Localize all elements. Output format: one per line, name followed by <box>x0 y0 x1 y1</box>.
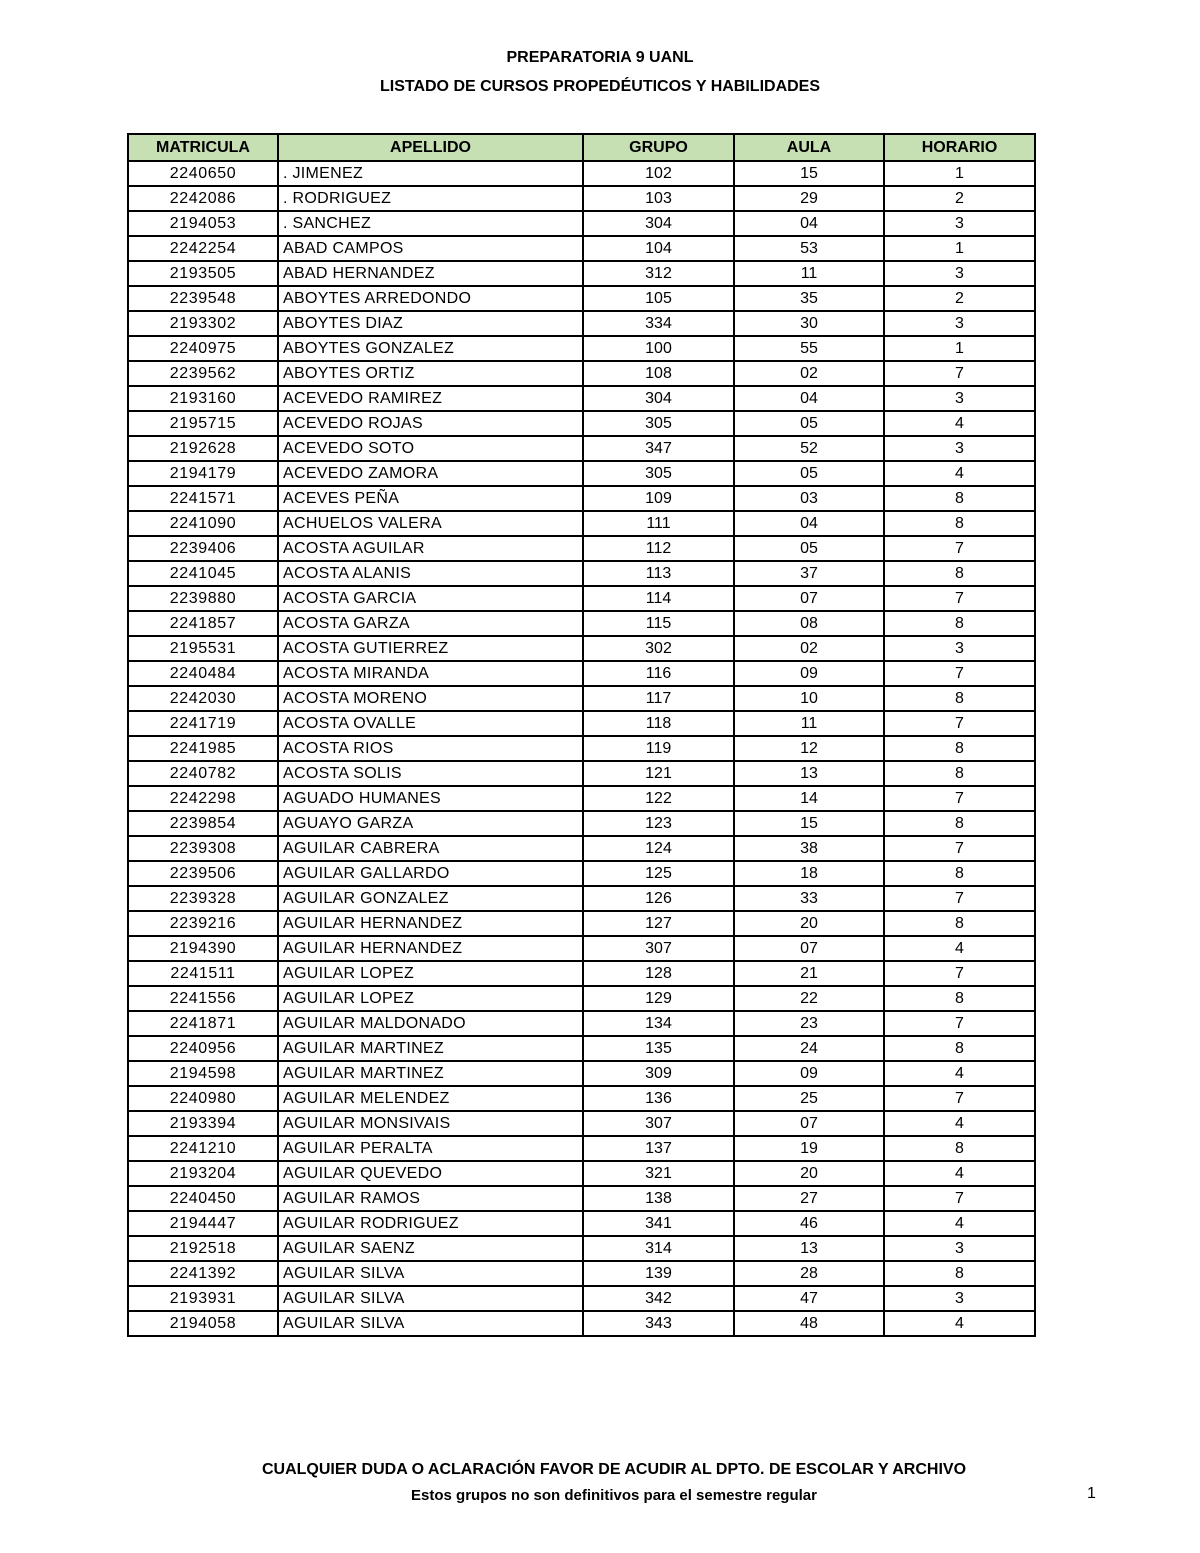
cell-horario: 8 <box>884 511 1035 536</box>
cell-grupo: 309 <box>583 1061 734 1086</box>
cell-matricula: 2194058 <box>128 1311 278 1336</box>
table-row <box>128 1161 1035 1186</box>
cell-matricula: 2239562 <box>128 361 278 386</box>
cell-apellido: AGUILAR SILVA <box>278 1311 583 1336</box>
column-header-horario: HORARIO <box>884 134 1035 161</box>
cell-apellido: . SANCHEZ <box>278 211 583 236</box>
cell-horario: 7 <box>884 661 1035 686</box>
cell-horario: 7 <box>884 711 1035 736</box>
cell-matricula: 2240650 <box>128 161 278 186</box>
table-row <box>128 1036 1035 1061</box>
table-row <box>128 561 1035 586</box>
cell-grupo: 134 <box>583 1011 734 1036</box>
cell-matricula: 2195715 <box>128 411 278 436</box>
cell-apellido: ACOSTA GARZA <box>278 611 583 636</box>
cell-matricula: 2241857 <box>128 611 278 636</box>
cell-grupo: 115 <box>583 611 734 636</box>
cell-matricula: 2193160 <box>128 386 278 411</box>
table-row <box>128 486 1035 511</box>
cell-matricula: 2194598 <box>128 1061 278 1086</box>
cell-matricula: 2239880 <box>128 586 278 611</box>
cell-horario: 4 <box>884 1061 1035 1086</box>
cell-apellido: ACOSTA MORENO <box>278 686 583 711</box>
table-row <box>128 511 1035 536</box>
cell-aula: 13 <box>734 761 884 786</box>
cell-grupo: 112 <box>583 536 734 561</box>
cell-aula: 09 <box>734 661 884 686</box>
cell-matricula: 2240956 <box>128 1036 278 1061</box>
cell-horario: 8 <box>884 861 1035 886</box>
cell-apellido: AGUILAR LOPEZ <box>278 986 583 1011</box>
cell-matricula: 2239506 <box>128 861 278 886</box>
cell-matricula: 2240980 <box>128 1086 278 1111</box>
cell-matricula: 2239216 <box>128 911 278 936</box>
cell-grupo: 129 <box>583 986 734 1011</box>
cell-matricula: 2242254 <box>128 236 278 261</box>
cell-grupo: 103 <box>583 186 734 211</box>
cell-aula: 28 <box>734 1261 884 1286</box>
cell-grupo: 334 <box>583 311 734 336</box>
cell-aula: 37 <box>734 561 884 586</box>
cell-apellido: ACOSTA SOLIS <box>278 761 583 786</box>
cell-apellido: AGUILAR PERALTA <box>278 1136 583 1161</box>
cell-horario: 1 <box>884 336 1035 361</box>
cell-grupo: 314 <box>583 1236 734 1261</box>
table-row <box>128 861 1035 886</box>
cell-horario: 7 <box>884 586 1035 611</box>
table-row <box>128 311 1035 336</box>
cell-horario: 4 <box>884 936 1035 961</box>
cell-apellido: AGUILAR GALLARDO <box>278 861 583 886</box>
table-row <box>128 1061 1035 1086</box>
cell-matricula: 2241556 <box>128 986 278 1011</box>
cell-apellido: AGUILAR MARTINEZ <box>278 1061 583 1086</box>
cell-grupo: 126 <box>583 886 734 911</box>
cell-matricula: 2242086 <box>128 186 278 211</box>
table-row <box>128 611 1035 636</box>
cell-aula: 29 <box>734 186 884 211</box>
cell-matricula: 2193204 <box>128 1161 278 1186</box>
cell-grupo: 307 <box>583 936 734 961</box>
cell-matricula: 2241090 <box>128 511 278 536</box>
cell-grupo: 136 <box>583 1086 734 1111</box>
cell-apellido: AGUILAR MARTINEZ <box>278 1036 583 1061</box>
cell-apellido: ACEVEDO ROJAS <box>278 411 583 436</box>
cell-grupo: 117 <box>583 686 734 711</box>
table-row <box>128 211 1035 236</box>
cell-horario: 4 <box>884 411 1035 436</box>
cell-horario: 2 <box>884 186 1035 211</box>
cell-aula: 05 <box>734 461 884 486</box>
cell-aula: 23 <box>734 1011 884 1036</box>
cell-aula: 09 <box>734 1061 884 1086</box>
cell-aula: 04 <box>734 211 884 236</box>
cell-apellido: ACOSTA RIOS <box>278 736 583 761</box>
table-row <box>128 886 1035 911</box>
table-row <box>128 1011 1035 1036</box>
table-row <box>128 711 1035 736</box>
cell-grupo: 302 <box>583 636 734 661</box>
cell-horario: 8 <box>884 986 1035 1011</box>
cell-apellido: ACEVES PEÑA <box>278 486 583 511</box>
table-row <box>128 761 1035 786</box>
cell-apellido: ACOSTA MIRANDA <box>278 661 583 686</box>
cell-apellido: . RODRIGUEZ <box>278 186 583 211</box>
table-row <box>128 961 1035 986</box>
table-row <box>128 361 1035 386</box>
cell-aula: 08 <box>734 611 884 636</box>
cell-matricula: 2241985 <box>128 736 278 761</box>
table-row <box>128 1211 1035 1236</box>
cell-horario: 8 <box>884 611 1035 636</box>
cell-horario: 8 <box>884 761 1035 786</box>
cell-horario: 7 <box>884 536 1035 561</box>
cell-apellido: AGUILAR MONSIVAIS <box>278 1111 583 1136</box>
cell-aula: 11 <box>734 261 884 286</box>
cell-horario: 7 <box>884 886 1035 911</box>
cell-matricula: 2240782 <box>128 761 278 786</box>
cell-grupo: 127 <box>583 911 734 936</box>
cell-grupo: 124 <box>583 836 734 861</box>
cell-aula: 07 <box>734 586 884 611</box>
cell-aula: 11 <box>734 711 884 736</box>
cell-aula: 30 <box>734 311 884 336</box>
cell-horario: 4 <box>884 1161 1035 1186</box>
cell-horario: 8 <box>884 1261 1035 1286</box>
table-row <box>128 836 1035 861</box>
cell-grupo: 119 <box>583 736 734 761</box>
table-row <box>128 186 1035 211</box>
cell-horario: 3 <box>884 261 1035 286</box>
table-row <box>128 461 1035 486</box>
cell-grupo: 111 <box>583 511 734 536</box>
cell-apellido: ACOSTA OVALLE <box>278 711 583 736</box>
cell-horario: 7 <box>884 836 1035 861</box>
cell-aula: 25 <box>734 1086 884 1111</box>
cell-apellido: AGUILAR MALDONADO <box>278 1011 583 1036</box>
cell-aula: 27 <box>734 1186 884 1211</box>
table-row <box>128 786 1035 811</box>
cell-grupo: 135 <box>583 1036 734 1061</box>
column-header-grupo: GRUPO <box>583 134 734 161</box>
cell-apellido: AGUILAR MELENDEZ <box>278 1086 583 1111</box>
cell-matricula: 2241871 <box>128 1011 278 1036</box>
table-row <box>128 936 1035 961</box>
column-header-matricula: MATRICULA <box>128 134 278 161</box>
cell-aula: 18 <box>734 861 884 886</box>
cell-matricula: 2239854 <box>128 811 278 836</box>
cell-horario: 8 <box>884 736 1035 761</box>
cell-apellido: ABOYTES GONZALEZ <box>278 336 583 361</box>
cell-horario: 8 <box>884 811 1035 836</box>
table-row <box>128 336 1035 361</box>
cell-horario: 3 <box>884 1236 1035 1261</box>
cell-grupo: 125 <box>583 861 734 886</box>
cell-matricula: 2241511 <box>128 961 278 986</box>
cell-matricula: 2194390 <box>128 936 278 961</box>
cell-apellido: AGUILAR HERNANDEZ <box>278 911 583 936</box>
cell-apellido: AGUAYO GARZA <box>278 811 583 836</box>
cell-horario: 4 <box>884 1211 1035 1236</box>
table-row <box>128 911 1035 936</box>
cell-grupo: 116 <box>583 661 734 686</box>
cell-aula: 14 <box>734 786 884 811</box>
cell-apellido: ABAD CAMPOS <box>278 236 583 261</box>
cell-aula: 20 <box>734 911 884 936</box>
cell-horario: 8 <box>884 486 1035 511</box>
cell-apellido: ACOSTA GARCIA <box>278 586 583 611</box>
cell-horario: 3 <box>884 436 1035 461</box>
cell-grupo: 321 <box>583 1161 734 1186</box>
cell-apellido: AGUILAR GONZALEZ <box>278 886 583 911</box>
table-row <box>128 1111 1035 1136</box>
cell-horario: 4 <box>884 461 1035 486</box>
cell-matricula: 2239406 <box>128 536 278 561</box>
table-row <box>128 1261 1035 1286</box>
cell-grupo: 123 <box>583 811 734 836</box>
cell-grupo: 138 <box>583 1186 734 1211</box>
footer-note: Estos grupos no son definitivos para el semestre regular <box>411 1487 817 1504</box>
cell-apellido: AGUADO HUMANES <box>278 786 583 811</box>
cell-apellido: AGUILAR RAMOS <box>278 1186 583 1211</box>
cell-grupo: 347 <box>583 436 734 461</box>
cell-aula: 04 <box>734 511 884 536</box>
cell-horario: 3 <box>884 211 1035 236</box>
table-row <box>128 1236 1035 1261</box>
cell-horario: 7 <box>884 1186 1035 1211</box>
cell-grupo: 137 <box>583 1136 734 1161</box>
table-row <box>128 261 1035 286</box>
cell-horario: 7 <box>884 1086 1035 1111</box>
cell-matricula: 2239548 <box>128 286 278 311</box>
cell-apellido: ACOSTA AGUILAR <box>278 536 583 561</box>
page-title: PREPARATORIA 9 UANL <box>506 49 694 66</box>
cell-aula: 07 <box>734 1111 884 1136</box>
table-row <box>128 686 1035 711</box>
cell-horario: 8 <box>884 686 1035 711</box>
page-number: 1 <box>1087 1485 1096 1502</box>
cell-matricula: 2241392 <box>128 1261 278 1286</box>
cell-grupo: 342 <box>583 1286 734 1311</box>
cell-horario: 8 <box>884 1136 1035 1161</box>
cell-apellido: ACOSTA ALANIS <box>278 561 583 586</box>
cell-apellido: AGUILAR SILVA <box>278 1261 583 1286</box>
cell-matricula: 2193302 <box>128 311 278 336</box>
cell-aula: 13 <box>734 1236 884 1261</box>
table-row <box>128 436 1035 461</box>
cell-matricula: 2194179 <box>128 461 278 486</box>
footer-notice: CUALQUIER DUDA O ACLARACIÓN FAVOR DE ACUDIR AL DPTO. DE ESCOLAR Y ARCHIVO <box>261 1461 967 1478</box>
cell-horario: 7 <box>884 1011 1035 1036</box>
cell-apellido: ACEVEDO RAMIREZ <box>278 386 583 411</box>
cell-horario: 4 <box>884 1111 1035 1136</box>
cell-apellido: ABOYTES ARREDONDO <box>278 286 583 311</box>
cell-aula: 05 <box>734 536 884 561</box>
cell-horario: 8 <box>884 911 1035 936</box>
cell-horario: 7 <box>884 786 1035 811</box>
column-header-aula: AULA <box>734 134 884 161</box>
cell-grupo: 113 <box>583 561 734 586</box>
cell-matricula: 2242030 <box>128 686 278 711</box>
cell-grupo: 104 <box>583 236 734 261</box>
table-row <box>128 661 1035 686</box>
cell-matricula: 2195531 <box>128 636 278 661</box>
table-row <box>128 1136 1035 1161</box>
cell-matricula: 2240450 <box>128 1186 278 1211</box>
cell-aula: 07 <box>734 936 884 961</box>
cell-aula: 48 <box>734 1311 884 1336</box>
cell-aula: 03 <box>734 486 884 511</box>
cell-matricula: 2193394 <box>128 1111 278 1136</box>
cell-horario: 8 <box>884 561 1035 586</box>
cell-matricula: 2242298 <box>128 786 278 811</box>
cell-grupo: 122 <box>583 786 734 811</box>
cell-grupo: 102 <box>583 161 734 186</box>
cell-apellido: AGUILAR HERNANDEZ <box>278 936 583 961</box>
cell-horario: 4 <box>884 1311 1035 1336</box>
cell-grupo: 128 <box>583 961 734 986</box>
cell-grupo: 118 <box>583 711 734 736</box>
cell-matricula: 2241719 <box>128 711 278 736</box>
cell-apellido: AGUILAR CABRERA <box>278 836 583 861</box>
cell-matricula: 2239308 <box>128 836 278 861</box>
cell-apellido: ABOYTES DIAZ <box>278 311 583 336</box>
cell-matricula: 2192518 <box>128 1236 278 1261</box>
cell-horario: 3 <box>884 311 1035 336</box>
cell-apellido: AGUILAR LOPEZ <box>278 961 583 986</box>
column-header-apellido: APELLIDO <box>278 134 583 161</box>
table-row <box>128 411 1035 436</box>
cell-aula: 46 <box>734 1211 884 1236</box>
table-row <box>128 236 1035 261</box>
cell-apellido: ACHUELOS VALERA <box>278 511 583 536</box>
table-row <box>128 1186 1035 1211</box>
table-row <box>128 986 1035 1011</box>
cell-apellido: ACEVEDO SOTO <box>278 436 583 461</box>
cell-horario: 3 <box>884 636 1035 661</box>
cell-grupo: 121 <box>583 761 734 786</box>
cell-horario: 7 <box>884 361 1035 386</box>
cell-apellido: ACEVEDO ZAMORA <box>278 461 583 486</box>
cell-apellido: ABOYTES ORTIZ <box>278 361 583 386</box>
cell-aula: 02 <box>734 636 884 661</box>
cell-apellido: AGUILAR RODRIGUEZ <box>278 1211 583 1236</box>
cell-aula: 20 <box>734 1161 884 1186</box>
cell-apellido: AGUILAR SILVA <box>278 1286 583 1311</box>
cell-aula: 35 <box>734 286 884 311</box>
cell-horario: 1 <box>884 161 1035 186</box>
cell-aula: 05 <box>734 411 884 436</box>
cell-aula: 10 <box>734 686 884 711</box>
cell-matricula: 2194447 <box>128 1211 278 1236</box>
cell-matricula: 2240975 <box>128 336 278 361</box>
cell-aula: 19 <box>734 1136 884 1161</box>
cell-apellido: ACOSTA GUTIERREZ <box>278 636 583 661</box>
cell-matricula: 2239328 <box>128 886 278 911</box>
cell-aula: 21 <box>734 961 884 986</box>
cell-grupo: 307 <box>583 1111 734 1136</box>
table-header-row <box>128 134 1035 161</box>
table-row <box>128 586 1035 611</box>
cell-aula: 24 <box>734 1036 884 1061</box>
cell-matricula: 2194053 <box>128 211 278 236</box>
cell-matricula: 2240484 <box>128 661 278 686</box>
table-row <box>128 536 1035 561</box>
cell-apellido: ABAD HERNANDEZ <box>278 261 583 286</box>
cell-aula: 33 <box>734 886 884 911</box>
page-subtitle: LISTADO DE CURSOS PROPEDÉUTICOS Y HABILIDADES <box>379 78 821 95</box>
cell-grupo: 341 <box>583 1211 734 1236</box>
cell-grupo: 100 <box>583 336 734 361</box>
course-list-table <box>127 133 1036 1337</box>
cell-aula: 47 <box>734 1286 884 1311</box>
cell-aula: 15 <box>734 161 884 186</box>
cell-horario: 3 <box>884 386 1035 411</box>
cell-grupo: 108 <box>583 361 734 386</box>
table-row <box>128 161 1035 186</box>
cell-aula: 55 <box>734 336 884 361</box>
table-row <box>128 1286 1035 1311</box>
cell-grupo: 139 <box>583 1261 734 1286</box>
cell-aula: 15 <box>734 811 884 836</box>
cell-apellido: AGUILAR SAENZ <box>278 1236 583 1261</box>
cell-aula: 04 <box>734 386 884 411</box>
cell-aula: 53 <box>734 236 884 261</box>
cell-horario: 8 <box>884 1036 1035 1061</box>
cell-aula: 02 <box>734 361 884 386</box>
cell-matricula: 2241210 <box>128 1136 278 1161</box>
cell-horario: 1 <box>884 236 1035 261</box>
cell-grupo: 304 <box>583 211 734 236</box>
cell-grupo: 105 <box>583 286 734 311</box>
cell-matricula: 2193505 <box>128 261 278 286</box>
table-row <box>128 286 1035 311</box>
cell-apellido: . JIMENEZ <box>278 161 583 186</box>
cell-matricula: 2241571 <box>128 486 278 511</box>
cell-horario: 7 <box>884 961 1035 986</box>
cell-horario: 2 <box>884 286 1035 311</box>
cell-apellido: AGUILAR QUEVEDO <box>278 1161 583 1186</box>
cell-grupo: 312 <box>583 261 734 286</box>
table-row <box>128 386 1035 411</box>
table-row <box>128 1086 1035 1111</box>
cell-aula: 12 <box>734 736 884 761</box>
cell-aula: 38 <box>734 836 884 861</box>
cell-grupo: 343 <box>583 1311 734 1336</box>
cell-matricula: 2241045 <box>128 561 278 586</box>
table-row <box>128 736 1035 761</box>
cell-grupo: 114 <box>583 586 734 611</box>
cell-aula: 22 <box>734 986 884 1011</box>
table-row <box>128 811 1035 836</box>
cell-matricula: 2193931 <box>128 1286 278 1311</box>
table-row <box>128 636 1035 661</box>
cell-matricula: 2192628 <box>128 436 278 461</box>
cell-grupo: 305 <box>583 411 734 436</box>
cell-horario: 3 <box>884 1286 1035 1311</box>
cell-grupo: 305 <box>583 461 734 486</box>
table-row <box>128 1311 1035 1336</box>
cell-aula: 52 <box>734 436 884 461</box>
cell-grupo: 109 <box>583 486 734 511</box>
cell-grupo: 304 <box>583 386 734 411</box>
